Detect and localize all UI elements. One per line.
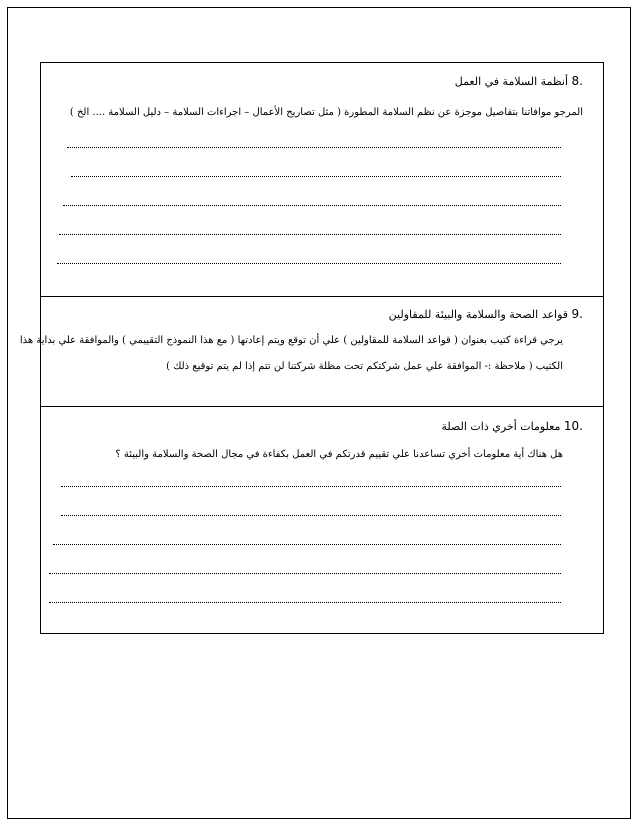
section-safety-systems [41,63,603,296]
answer-line-10-5[interactable] [49,602,561,603]
section-10-title: معلومات أخري ذات الصلة [441,420,561,433]
answer-line-8-5[interactable] [57,263,561,264]
section-10-number: .10 [563,419,583,433]
section-10-heading [441,419,583,433]
section-9-instructions-line-2: الكتيب ( ملاحظة :- الموافقة علي عمل شركتكم تحت مظلة شركتنا لن تتم إذا لم يتم توقيع ذلك ) [166,361,563,372]
section-8-number: .8 [571,74,583,88]
section-9-heading [389,307,583,321]
answer-line-10-2[interactable] [61,515,561,516]
section-9-instructions-line-1: يرجي قراءة كتيب بعنوان ( قواعد السلامة للمقاولين ) علي أن توقع ويتم إعادتها ( مع هذا النموذج التقييمي ) والموافقة علي بداية هذا [19,335,563,346]
section-8-title: أنظمة السلامة في العمل [454,75,569,88]
form-table [19,62,604,634]
answer-line-8-1[interactable] [67,147,561,148]
answer-line-8-3[interactable] [63,205,561,206]
answer-line-8-2[interactable] [71,176,561,177]
answer-line-8-4[interactable] [59,234,561,235]
answer-line-10-3[interactable] [53,544,561,545]
answer-line-10-4[interactable] [49,573,561,574]
section-other-information [41,406,603,633]
section-9-number: .9 [571,307,583,321]
answer-line-10-1[interactable] [61,486,561,487]
section-8-question: المرجو موافاتنا بتفاصيل موجزة عن نظم السلامة المطورة ( مثل تصاريح الأعمال – اجراءات السلامة – دليل السلامة .... الخ ) [69,107,583,118]
section-10-question: هل هناك أية معلومات أخري تساعدنا علي تقييم قدرتكم في العمل بكفاءة في مجال الصحة والسلامة والبيئة ؟ [115,449,563,460]
section-contractor-rules [19,296,603,406]
section-8-heading [455,74,583,88]
section-9-title: قواعد الصحة والسلامة والبيئة للمقاولين [388,308,569,321]
